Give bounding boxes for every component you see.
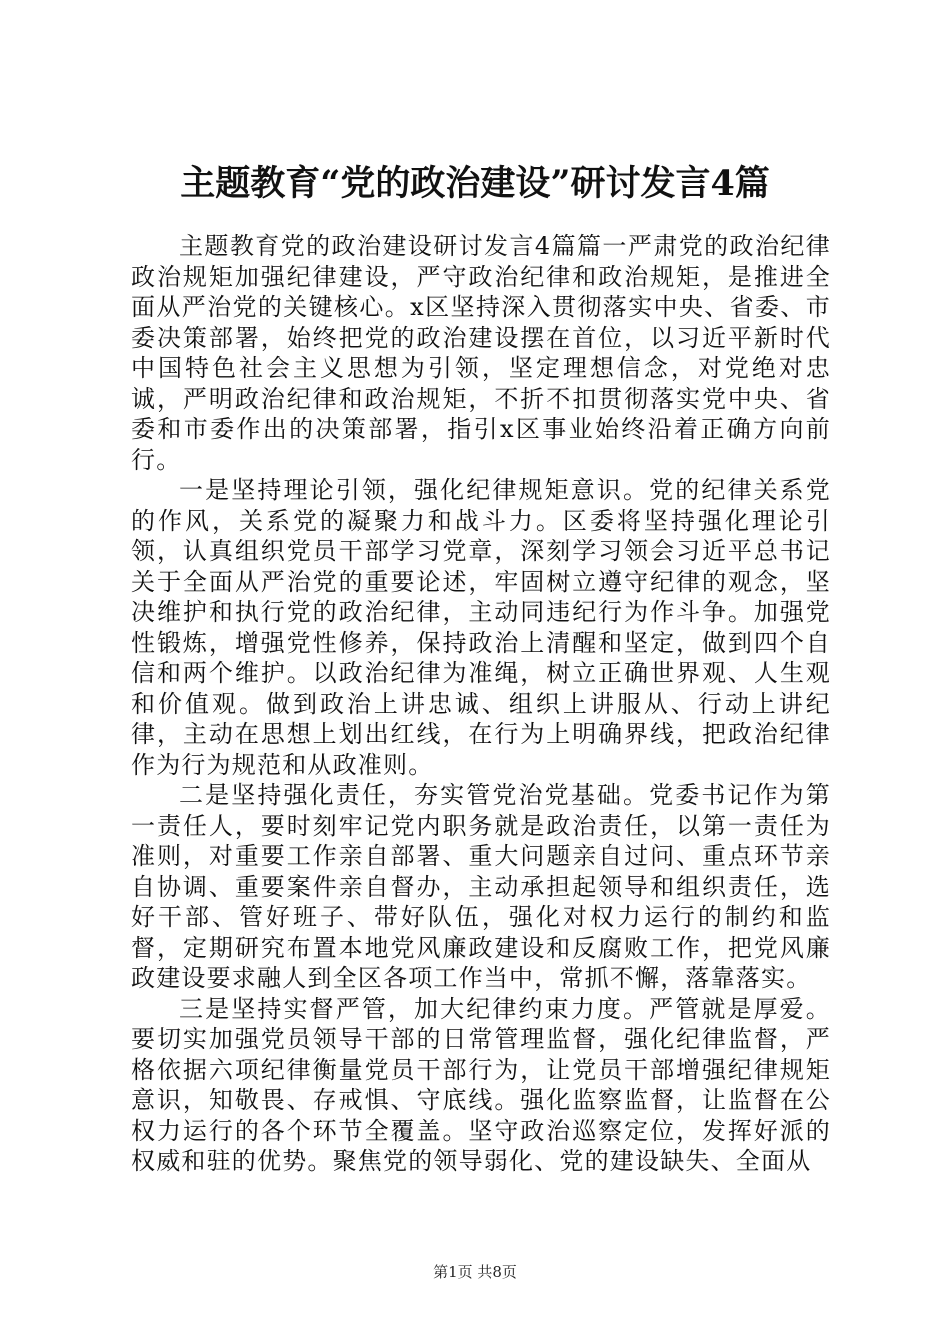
paragraph: 主题教育党的政治建设研讨发言4篇篇一严肃党的政治纪律政治规矩加强纪律建设，严守政治纪律和政治规矩，是推进全面从严治党的关键核心。x区坚持深入贯彻落实中央、省委、市委决策部署，始终把党的政治建设摆在首位，以习近平新时代中国特色社会主义思想为引领，坚定理想信念，对党绝对忠诚，严明政治纪律和政治规矩，不折不扣贯彻落实党中央、省委和市委作出的决策部署，指引x区事业始终沿着正确方向前行。 [131, 232, 831, 474]
document-body [131, 231, 831, 1177]
paragraph: 三是坚持实督严管，加大纪律约束力度。严管就是厚爱。要切实加强党员领导干部的日常管理监督，强化纪律监督，严格依据六项纪律衡量党员干部行为，让党员干部增强纪律规矩意识，知敬畏、存戒惧、守底线。强化监察监督，让监督在公权力运行的各个环节全覆盖。坚守政治巡察定位，发挥好派的权威和驻的优势。聚焦党的领导弱化、党的建设缺失、全面从 [131, 994, 831, 1175]
paragraph: 一是坚持理论引领，强化纪律规矩意识。党的纪律关系党的作风，关系党的凝聚力和战斗力。区委将坚持强化理论引领，认真组织党员干部学习党章，深刻学习领会习近平总书记关于全面从严治党的重要论述，牢固树立遵守纪律的观念，坚决维护和执行党的政治纪律，主动同违纪行为作斗争。加强党性锻炼，增强党性修养，保持政治上清醒和坚定，做到四个自信和两个维护。以政治纪律为准绳，树立正确世界观、人生观和价值观。做到政治上讲忠诚、组织上讲服从、行动上讲纪律，主动在思想上划出红线，在行为上明确界线，把政治纪律作为行为规范和从政准则。 [131, 476, 831, 779]
document-title: 主题教育“党的政治建设”研讨发言4篇 [180, 163, 770, 204]
paragraph: 二是坚持强化责任，夯实管党治党基础。党委书记作为第一责任人，要时刻牢记党内职务就是政治责任，以第一责任为准则，对重要工作亲自部署、重大问题亲自过问、重点环节亲自协调、重要案件亲自督办，主动承担起领导和组织责任，选好干部、管好班子、带好队伍，强化对权力运行的制约和监督，定期研究布置本地党风廉政建设和反腐败工作，把党风廉政建设要求融人到全区各项工作当中，常抓不懈，落靠落实。 [131, 781, 831, 992]
page-number-footer: 第1页 共8页 [433, 1263, 517, 1281]
